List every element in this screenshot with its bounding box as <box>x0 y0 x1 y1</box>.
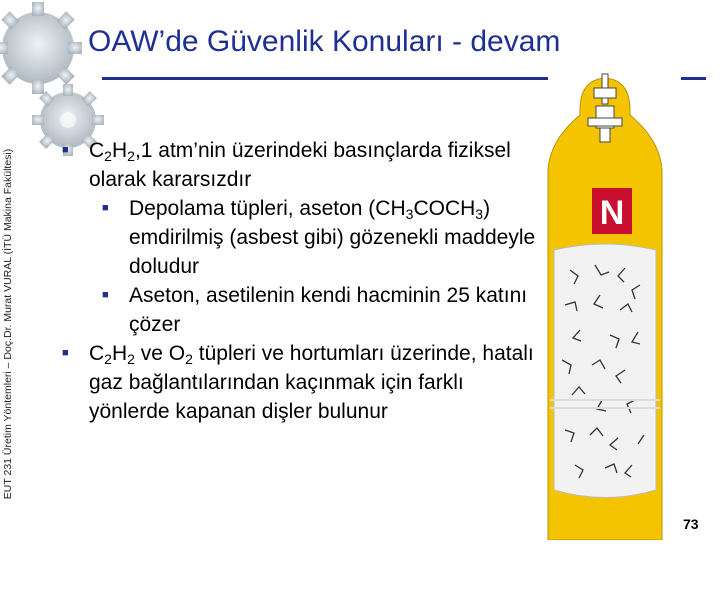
acetylene-cylinder-illustration <box>540 70 670 540</box>
text-run: COCH <box>413 197 476 220</box>
title-underline <box>102 77 548 80</box>
cylinder-label: N <box>599 194 625 232</box>
bullet-square-icon: ■ <box>62 347 69 359</box>
bullet-item <box>62 136 542 194</box>
text-run: tüpleri ve hortumları üzerinde, hatalı gaz bağlantılarından kaçınmak için farklı yönlerde kapanan dişler bulunur <box>89 342 534 423</box>
text-run: ,1 atm’nin üzerindeki basınçlarda fiziksel olarak kararsızdır <box>89 139 511 191</box>
subscript: 2 <box>104 148 112 164</box>
subscript: 2 <box>127 351 135 367</box>
text-run: Aseton, asetilenin kendi hacminin 25 katını çözer <box>129 284 528 336</box>
sub-bullet-item <box>102 194 542 281</box>
side-caption: EUT 231 Üretim Yöntemleri – Doç.Dr. Murat VURAL (İTÜ Makina Fakültesi) <box>2 148 14 500</box>
text-run: H <box>111 139 128 162</box>
text-run: C <box>89 139 105 162</box>
subscript: 2 <box>104 351 112 367</box>
text-run: C <box>89 342 105 365</box>
text-run: ) emdirilmiş (asbest gibi) gözenekli maddeyle doludur <box>129 197 536 278</box>
subscript: 2 <box>185 351 193 367</box>
bullet-item <box>62 339 542 426</box>
bullet-square-icon: ■ <box>102 202 109 214</box>
porous-filler <box>554 244 656 498</box>
text-run: H <box>111 342 128 365</box>
text-run: ve O <box>134 342 186 365</box>
text-run: Depolama tüpleri, aseton (CH <box>129 197 406 220</box>
title-underline-right <box>681 77 706 80</box>
subscript: 2 <box>127 148 135 164</box>
subscript: 3 <box>405 206 414 222</box>
subscript: 3 <box>475 206 484 222</box>
sub-bullet-item <box>102 281 542 339</box>
slide-title: OAW’de Güvenlik Konuları - devam <box>88 25 561 58</box>
bullet-square-icon: ■ <box>102 289 109 301</box>
slide-body <box>62 136 542 426</box>
page-number: 73 <box>683 516 699 532</box>
bullet-square-icon: ■ <box>62 144 69 156</box>
